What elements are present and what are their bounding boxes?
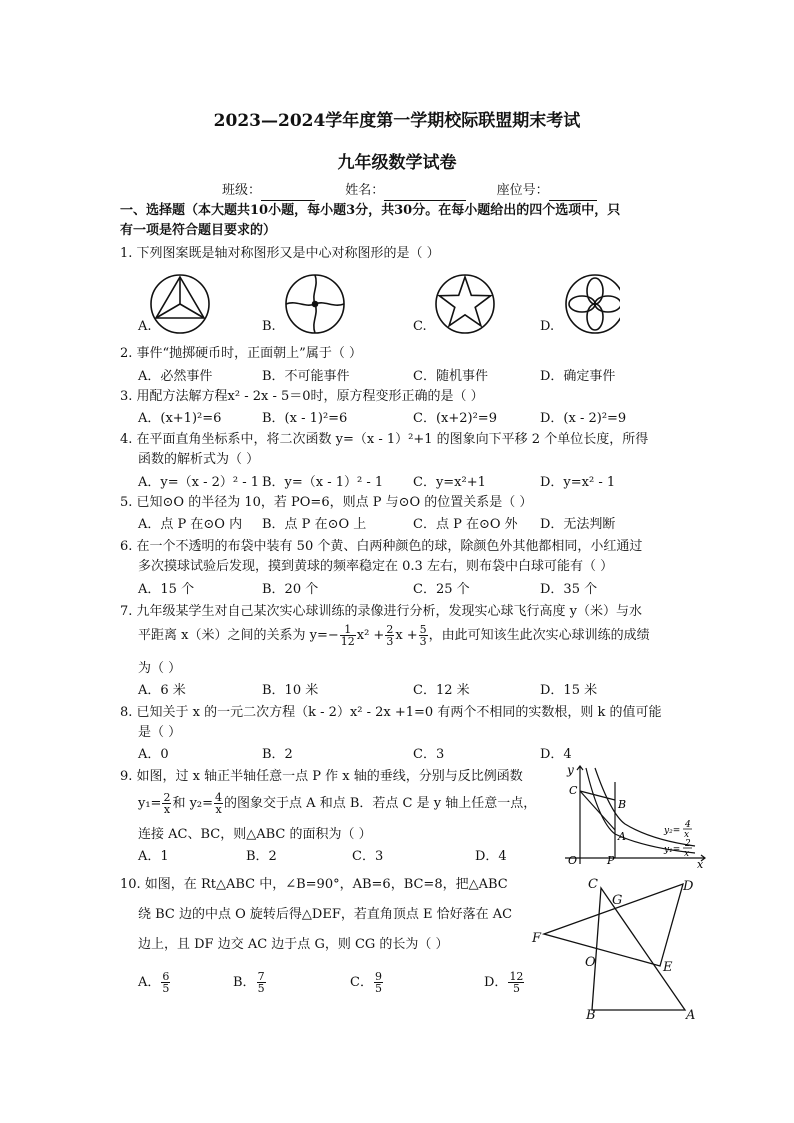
q1-option-b[interactable]: B. — [262, 319, 276, 334]
section-heading-line2: 有一项是符合题目要求的） — [120, 223, 277, 238]
q9-option-d[interactable]: D．4 — [475, 849, 507, 864]
figure-a-circle-triangle — [151, 275, 209, 333]
q7-option-b[interactable]: B．10 米 — [262, 683, 319, 698]
q9-frac-1: $\frac{2}{x}$ — [163, 791, 171, 816]
q9-option-a[interactable]: A．1 — [138, 849, 169, 864]
q1-option-d[interactable]: D. — [540, 319, 555, 334]
figure-d-circle-petals — [566, 275, 620, 333]
svg-text:y₂=: y₂= — [664, 826, 681, 836]
exam-subtitle: 九年级数学试卷 — [337, 153, 457, 173]
q7-stem-line3: 为（ ） — [138, 661, 182, 676]
q3-stem: 3. 用配方法解方程x² - 2x - 5＝0时，原方程变形正确的是（ ） — [120, 389, 484, 404]
figure-b-circle-swirl — [286, 275, 344, 333]
legend-y2 — [663, 820, 692, 840]
q6-option-b[interactable]: B．20 个 — [262, 582, 319, 597]
q7-frac-3: $\frac{5}{3}$ — [419, 623, 427, 648]
label-b: B — [586, 1008, 596, 1022]
name-label: 姓名： — [345, 183, 385, 198]
q9-stem-line1: 9. 如图，过 x 轴正半轴任意一点 P 作 x 轴的垂线，分别与反比例函数 — [120, 769, 523, 784]
q9-y2-label: 和 y₂= — [172, 796, 214, 811]
label-p: P — [607, 854, 615, 867]
q7-option-d[interactable]: D．15 米 — [540, 683, 598, 698]
q3-option-d[interactable]: D．(x - 2)²=9 — [540, 411, 627, 426]
q2-option-b[interactable]: B．不可能事件 — [262, 369, 350, 384]
class-label: 班级： — [222, 183, 262, 198]
q10-option-a[interactable]: A． $\frac{6}{5}$ — [138, 970, 170, 995]
q1-stem: 1. 下列图案既是轴对称图形又是中心对称图形的是（ ） — [120, 246, 440, 261]
q6-option-a[interactable]: A．15 个 — [138, 582, 195, 597]
triangle-abc — [592, 888, 685, 1010]
q10-stem-line1: 10. 如图，在 Rt△ABC 中，∠B=90°，AB=6，BC=8，把△ABC — [120, 877, 508, 892]
q2-option-a[interactable]: A．必然事件 — [138, 369, 213, 384]
segment-ca — [580, 791, 615, 830]
q6-stem-line2: 多次摸球试验后发现，摸到黄球的频率稳定在 0.3 左右，则布袋中白球可能有（ ） — [138, 559, 614, 574]
q7-formula-mid1: x² + — [356, 628, 385, 643]
q8-option-c[interactable]: C．3 — [413, 747, 445, 762]
svg-text:y₁=: y₁= — [664, 845, 681, 855]
q7-stem-line1: 7. 九年级某学生对自己某次实心球训练的录像进行分析，发现实心球飞行高度 y（米）与水 — [120, 604, 643, 619]
label-y: y — [567, 763, 574, 777]
q10-stem-line3: 边上，且 DF 边交 AC 边于点 G，则 CG 的长为（ ） — [138, 937, 449, 952]
q7-formula-start: 平距离 x（米）之间的关系为 y=− — [138, 628, 339, 643]
svg-text:x: x — [684, 849, 690, 859]
q7-frac-2: $\frac{2}{3}$ — [386, 623, 394, 648]
figure-c-circle-star — [436, 275, 494, 333]
q9-option-b[interactable]: B．2 — [246, 849, 277, 864]
q9-option-c[interactable]: C．3 — [352, 849, 384, 864]
q8-option-b[interactable]: B．2 — [262, 747, 293, 762]
svg-text:4: 4 — [685, 820, 691, 830]
label-x: x — [697, 858, 704, 868]
q9-figure — [555, 760, 715, 868]
q7-formula-mid2: x + — [395, 628, 418, 643]
q7-option-a[interactable]: A．6 米 — [138, 683, 186, 698]
q9-stem-line3: 连接 AC、BC，则△ABC 的面积为（ ） — [138, 827, 372, 842]
q3-option-a[interactable]: A．(x+1)²=6 — [138, 411, 222, 426]
curve-y1 — [586, 768, 695, 853]
seat-field[interactable] — [549, 182, 597, 201]
q5-option-d[interactable]: D．无法判断 — [540, 517, 616, 532]
label-o: O — [585, 955, 596, 970]
q9-stem-line2 — [138, 790, 536, 818]
q10-option-b[interactable]: B． $\frac{7}{5}$ — [233, 970, 265, 995]
label-c: C — [569, 784, 578, 797]
q9-frac-2: $\frac{4}{x}$ — [215, 791, 223, 816]
legend-y1 — [663, 839, 692, 859]
label-d: D — [683, 879, 694, 894]
q3-option-b[interactable]: B．(x - 1)²=6 — [262, 411, 348, 426]
q2-stem: 2. 事件“抛掷硬币时，正面朝上”属于（ ） — [120, 346, 362, 361]
q5-option-c[interactable]: C．点 P 在⊙O 外 — [413, 517, 518, 532]
exam-title: 2023—2024学年度第一学期校际联盟期末考试 — [213, 111, 581, 131]
q9-stem-line2-end: 的图象交于点 A 和点 B．若点 C 是 y 轴上任意一点， — [224, 796, 537, 811]
q5-option-b[interactable]: B．点 P 在⊙O 上 — [262, 517, 367, 532]
q4-stem-line2: 函数的解析式为（ ） — [138, 452, 260, 467]
segment-cb — [580, 791, 615, 800]
q10-option-d[interactable]: D． $\frac{12}{5}$ — [484, 970, 524, 995]
q7-option-c[interactable]: C．12 米 — [413, 683, 470, 698]
q2-option-c[interactable]: C．随机事件 — [413, 369, 488, 384]
q7-frac-1: $\frac{1}{12}$ — [340, 623, 355, 648]
q8-option-d[interactable]: D．4 — [540, 747, 572, 762]
student-info — [222, 182, 597, 200]
q9-y1-label: y₁= — [138, 796, 162, 811]
q5-option-a[interactable]: A．点 P 在⊙O 内 — [138, 517, 243, 532]
q1-option-c[interactable]: C. — [413, 319, 427, 334]
q4-option-b[interactable]: B．y=（x - 1）² - 1 — [262, 475, 384, 490]
svg-text:x: x — [684, 830, 690, 840]
q10-option-c[interactable]: C． $\frac{9}{5}$ — [350, 970, 382, 995]
section-heading-line1: 一、选择题（本大题共10小题，每小题3分，共30分。在每小题给出的四个选项中，只 — [120, 203, 621, 218]
q8-stem-line2: 是（ ） — [138, 725, 182, 740]
q4-option-c[interactable]: C．y=x²+1 — [413, 475, 486, 490]
q2-option-d[interactable]: D．确定事件 — [540, 369, 616, 384]
q5-stem: 5. 已知⊙O 的半径为 10，若 PO=6，则点 P 与⊙O 的位置关系是（ ） — [120, 495, 533, 510]
q4-stem-line1: 4. 在平面直角坐标系中，将二次函数 y=（x - 1）²+1 的图象向下平移 2 个单位长度，所得 — [120, 432, 649, 447]
label-c: C — [588, 877, 598, 892]
q1-option-a[interactable]: A. — [138, 319, 152, 334]
q10-figure — [530, 876, 710, 1022]
label-a: A — [618, 830, 626, 843]
q6-option-d[interactable]: D．35 个 — [540, 582, 598, 597]
name-field[interactable] — [384, 182, 466, 201]
q6-option-c[interactable]: C．25 个 — [413, 582, 470, 597]
label-a: A — [686, 1008, 696, 1022]
q4-option-a[interactable]: A．y=（x - 2）² - 1 — [138, 475, 260, 490]
label-b: B — [618, 798, 627, 811]
label-e: E — [663, 960, 673, 975]
seat-label: 座位号： — [496, 183, 549, 198]
q3-option-c[interactable]: C．(x+2)²=9 — [413, 411, 497, 426]
label-o: O — [568, 854, 578, 867]
q7-formula-end: ，由此可知该生此次实心球训练的成绩 — [428, 628, 650, 643]
label-f: F — [532, 931, 542, 946]
q7-stem-line2 — [138, 622, 650, 650]
q8-option-a[interactable]: A．0 — [138, 747, 169, 762]
q10-stem-line2: 绕 BC 边的中点 O 旋转后得△DEF，若直角顶点 E 恰好落在 AC — [138, 907, 513, 922]
q6-stem-line1: 6. 在一个不透明的布袋中装有 50 个黄、白两种颜色的球，除颜色外其他都相同，小红通过 — [120, 539, 643, 554]
q8-stem-line1: 8. 已知关于 x 的一元二次方程（k - 2）x² - 2x +1=0 有两个不相同的实数根，则 k 的值可能 — [120, 705, 662, 720]
svg-text:2: 2 — [685, 839, 691, 849]
q4-option-d[interactable]: D．y=x² - 1 — [540, 475, 616, 490]
class-field[interactable] — [261, 182, 315, 201]
label-g: G — [612, 893, 623, 908]
